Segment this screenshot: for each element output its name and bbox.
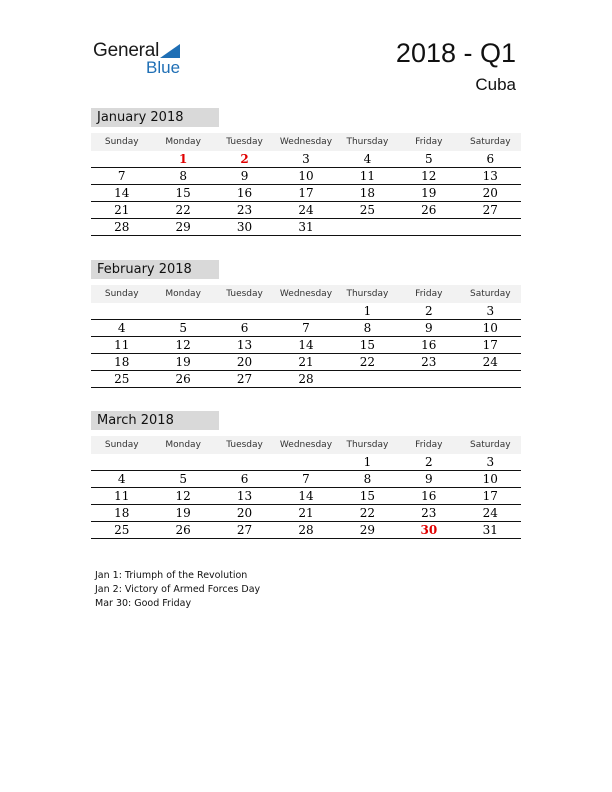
weekday-header: Friday — [398, 436, 459, 454]
day-cell: 10 — [460, 471, 521, 488]
day-cell — [91, 454, 152, 471]
day-cell: 26 — [152, 522, 213, 539]
day-cell: 31 — [460, 522, 521, 539]
day-cell: 17 — [460, 337, 521, 354]
day-cell: 23 — [398, 505, 459, 522]
month-title: February 2018 — [91, 260, 219, 279]
weekday-header: Saturday — [460, 285, 521, 303]
day-cell: 11 — [337, 168, 398, 185]
day-cell — [337, 219, 398, 236]
day-cell: 3 — [460, 303, 521, 320]
week-row — [91, 168, 521, 185]
holiday-note: Jan 1: Triumph of the Revolution — [95, 570, 248, 581]
month-march — [91, 411, 521, 539]
weekday-header: Sunday — [91, 285, 152, 303]
month-title: January 2018 — [91, 108, 219, 127]
day-cell — [398, 371, 459, 388]
day-cell: 15 — [337, 488, 398, 505]
day-cell: 24 — [460, 354, 521, 371]
country-name: Cuba — [475, 75, 516, 94]
day-cell — [275, 454, 336, 471]
week-row — [91, 488, 521, 505]
day-cell: 7 — [275, 320, 336, 337]
day-cell: 12 — [152, 337, 213, 354]
day-cell: 5 — [398, 151, 459, 168]
day-cell: 29 — [337, 522, 398, 539]
day-cell: 7 — [275, 471, 336, 488]
logo-blue-text: Blue — [146, 58, 181, 77]
week-row — [91, 219, 521, 236]
day-cell: 5 — [152, 320, 213, 337]
weekday-header: Sunday — [91, 133, 152, 151]
week-row — [91, 320, 521, 337]
day-cell — [214, 454, 275, 471]
day-cell: 4 — [91, 320, 152, 337]
day-cell: 15 — [152, 185, 213, 202]
day-cell: 2 — [398, 454, 459, 471]
day-cell: 30 — [398, 522, 459, 539]
day-cell: 26 — [398, 202, 459, 219]
holiday-notes — [95, 569, 260, 611]
day-cell — [91, 151, 152, 168]
day-cell: 3 — [275, 151, 336, 168]
day-cell: 9 — [398, 471, 459, 488]
day-cell: 20 — [460, 185, 521, 202]
day-cell: 31 — [275, 219, 336, 236]
holiday-note: Jan 2: Victory of Armed Forces Day — [95, 584, 261, 595]
day-cell: 19 — [152, 354, 213, 371]
day-cell: 29 — [152, 219, 213, 236]
weekday-header: Thursday — [337, 133, 398, 151]
day-cell: 9 — [214, 168, 275, 185]
day-cell: 8 — [337, 471, 398, 488]
day-cell: 24 — [460, 505, 521, 522]
day-cell: 17 — [275, 185, 336, 202]
day-cell: 1 — [152, 151, 213, 168]
day-cell: 27 — [214, 522, 275, 539]
day-cell: 10 — [275, 168, 336, 185]
day-cell: 19 — [398, 185, 459, 202]
day-cell: 18 — [337, 185, 398, 202]
calendar-table — [91, 436, 521, 539]
day-cell: 11 — [91, 337, 152, 354]
day-cell: 12 — [398, 168, 459, 185]
day-cell: 14 — [275, 337, 336, 354]
weekday-header: Saturday — [460, 133, 521, 151]
weekday-header: Monday — [152, 436, 213, 454]
weekday-header: Tuesday — [214, 133, 275, 151]
holiday-note: Mar 30: Good Friday — [95, 598, 192, 609]
weekday-header: Thursday — [337, 436, 398, 454]
day-cell: 12 — [152, 488, 213, 505]
weekday-header: Saturday — [460, 436, 521, 454]
calendar-table — [91, 133, 521, 236]
week-row — [91, 471, 521, 488]
day-cell: 21 — [91, 202, 152, 219]
week-row — [91, 505, 521, 522]
week-row — [91, 303, 521, 320]
day-cell: 21 — [275, 354, 336, 371]
day-cell: 22 — [337, 505, 398, 522]
day-cell: 15 — [337, 337, 398, 354]
day-cell: 28 — [275, 522, 336, 539]
day-cell: 16 — [398, 337, 459, 354]
month-january — [91, 108, 521, 236]
weekday-header: Sunday — [91, 436, 152, 454]
weekday-header-row — [91, 133, 521, 151]
day-cell: 27 — [214, 371, 275, 388]
month-february — [91, 260, 521, 388]
day-cell: 10 — [460, 320, 521, 337]
weekday-header-row — [91, 436, 521, 454]
day-cell — [398, 219, 459, 236]
weekday-header: Wednesday — [275, 133, 336, 151]
day-cell: 13 — [460, 168, 521, 185]
day-cell: 1 — [337, 454, 398, 471]
week-row — [91, 354, 521, 371]
day-cell: 13 — [214, 337, 275, 354]
logo-general-text: General — [93, 40, 160, 61]
day-cell: 4 — [337, 151, 398, 168]
day-cell: 25 — [91, 522, 152, 539]
logo-triangle-icon — [160, 44, 180, 58]
day-cell: 7 — [91, 168, 152, 185]
day-cell: 22 — [152, 202, 213, 219]
day-cell — [275, 303, 336, 320]
day-cell: 28 — [275, 371, 336, 388]
day-cell: 6 — [214, 320, 275, 337]
day-cell: 1 — [337, 303, 398, 320]
day-cell: 20 — [214, 354, 275, 371]
day-cell: 30 — [214, 219, 275, 236]
weekday-header: Monday — [152, 285, 213, 303]
day-cell: 3 — [460, 454, 521, 471]
page-title: 2018 - Q1 — [395, 38, 516, 68]
day-cell: 19 — [152, 505, 213, 522]
day-cell: 28 — [91, 219, 152, 236]
day-cell: 14 — [275, 488, 336, 505]
day-cell — [91, 303, 152, 320]
day-cell — [337, 371, 398, 388]
day-cell: 23 — [214, 202, 275, 219]
day-cell: 8 — [337, 320, 398, 337]
week-row — [91, 337, 521, 354]
day-cell: 2 — [214, 151, 275, 168]
day-cell: 16 — [214, 185, 275, 202]
day-cell: 18 — [91, 354, 152, 371]
day-cell: 21 — [275, 505, 336, 522]
day-cell: 27 — [460, 202, 521, 219]
month-title: March 2018 — [91, 411, 219, 430]
day-cell: 14 — [91, 185, 152, 202]
day-cell: 2 — [398, 303, 459, 320]
day-cell — [152, 303, 213, 320]
day-cell: 22 — [337, 354, 398, 371]
weekday-header: Tuesday — [214, 285, 275, 303]
day-cell — [152, 454, 213, 471]
day-cell: 23 — [398, 354, 459, 371]
logo — [93, 40, 193, 80]
calendar-table — [91, 285, 521, 388]
week-row — [91, 371, 521, 388]
day-cell — [460, 371, 521, 388]
day-cell: 24 — [275, 202, 336, 219]
day-cell: 6 — [214, 471, 275, 488]
day-cell: 5 — [152, 471, 213, 488]
week-row — [91, 202, 521, 219]
week-row — [91, 522, 521, 539]
weekday-header: Wednesday — [275, 436, 336, 454]
day-cell: 20 — [214, 505, 275, 522]
day-cell: 11 — [91, 488, 152, 505]
day-cell: 16 — [398, 488, 459, 505]
day-cell: 26 — [152, 371, 213, 388]
day-cell: 13 — [214, 488, 275, 505]
weekday-header: Friday — [398, 285, 459, 303]
week-row — [91, 454, 521, 471]
day-cell: 8 — [152, 168, 213, 185]
day-cell: 9 — [398, 320, 459, 337]
day-cell: 25 — [91, 371, 152, 388]
week-row — [91, 151, 521, 168]
weekday-header-row — [91, 285, 521, 303]
day-cell: 18 — [91, 505, 152, 522]
day-cell: 17 — [460, 488, 521, 505]
day-cell: 4 — [91, 471, 152, 488]
week-row — [91, 185, 521, 202]
day-cell — [214, 303, 275, 320]
day-cell: 25 — [337, 202, 398, 219]
weekday-header: Monday — [152, 133, 213, 151]
weekday-header: Tuesday — [214, 436, 275, 454]
weekday-header: Friday — [398, 133, 459, 151]
day-cell: 6 — [460, 151, 521, 168]
weekday-header: Wednesday — [275, 285, 336, 303]
day-cell — [460, 219, 521, 236]
weekday-header: Thursday — [337, 285, 398, 303]
